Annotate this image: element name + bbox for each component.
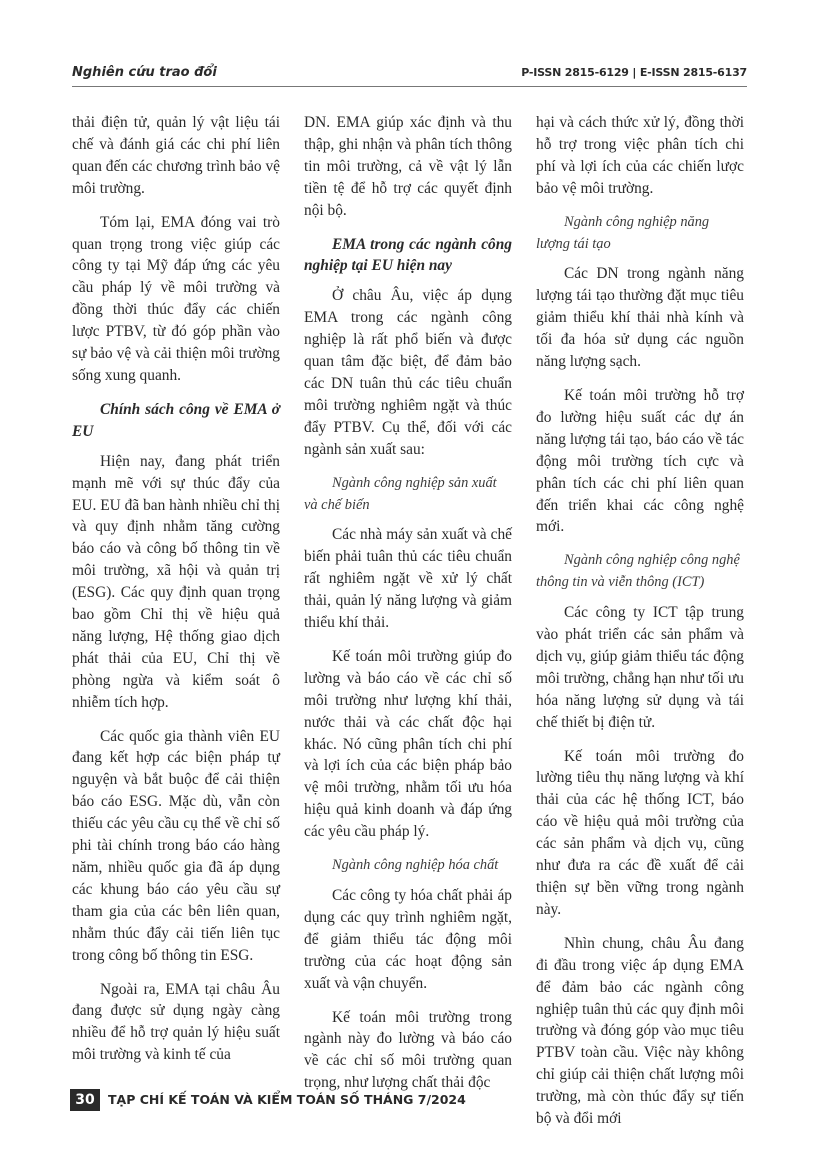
page-number: 30 <box>70 1089 100 1111</box>
paragraph: Ở châu Âu, việc áp dụng EMA trong các ngành công nghiệp là rất phổ biến và được quan tâm đặc biệt, để đảm bảo các DN tuân thủ các tiêu chuẩn môi trường nghiêm ngặt và thúc đẩy PTBV. Cụ thể, đối với các ngành sản xuất sau: <box>304 287 512 458</box>
paragraph: Kế toán môi trường đo lường tiêu thụ năng lượng và khí thải của các hệ thống ICT, báo cáo về hiệu quả môi trường của các sản phẩm và dịch vụ, cũng như đưa ra các đề xuất để cải thiện sự bền vững trong ngành này. <box>536 747 744 918</box>
text-column-3 <box>536 112 744 1142</box>
paragraph: Kế toán môi trường giúp đo lường và báo cáo về các chỉ số môi trường như lượng khí thải, nước thải và các chất độc hại khác. Nó cũng phân tích chi phí và lợi ích của các biện pháp bảo vệ môi trường, nhằm tối ưu hóa hiệu quả kinh doanh và đáp ứng các yêu cầu pháp lý. <box>304 647 512 841</box>
paragraph: Các công ty hóa chất phải áp dụng các quy trình nghiêm ngặt, để giảm thiểu tác động môi trường của các hoạt động sản xuất và vận chuyển. <box>304 887 512 992</box>
paragraph: DN. EMA giúp xác định và thu thập, ghi nhận và phân tích thông tin môi trường, cả về vật lý lẫn tiền tệ để hỗ trợ các quyết định nội bộ. <box>304 114 512 219</box>
paragraph: Ngoài ra, EMA tại châu Âu đang được sử dụng ngày càng nhiều để hỗ trợ quản lý hiệu suất môi trường và kinh tế của <box>72 980 280 1064</box>
subsection-heading: Ngành công nghiệp công nghệ thông tin và viễn thông (ICT) <box>536 552 740 591</box>
section-title: Nghiên cứu trao đổi <box>72 65 217 80</box>
text-column-1 <box>72 112 280 1078</box>
text-column-2 <box>304 112 512 1106</box>
section-heading: EMA trong các ngành công nghiệp tại EU hiện nay <box>304 235 512 275</box>
paragraph: Các nhà máy sản xuất và chế biến phải tuân thủ các tiêu chuẩn rất nghiêm ngặt về xử lý chất thải, quản lý năng lượng và giảm thiểu khí thải. <box>304 526 512 632</box>
paragraph: Các quốc gia thành viên EU đang kết hợp các biện pháp tự nguyện và bắt buộc để cải thiện báo cáo ESG. Mặc dù, vẫn còn thiếu các yêu cầu cụ thể về chỉ số phi tài chính trong báo cáo hàng năm, nhiều quốc gia đã áp dụng các khung báo cáo yêu cầu sự tham gia của các bên liên quan, nhằm thúc đẩy cải tiến liên tục trong công bố thông tin ESG. <box>72 727 280 964</box>
paragraph: Kế toán môi trường hỗ trợ đo lường hiệu suất các dự án năng lượng tái tạo, báo cáo về tác động môi trường tích cực và phân tích các chi phí liên quan đến triển khai các công nghệ mới. <box>536 386 744 536</box>
subsection-heading: Ngành công nghiệp hóa chất <box>332 857 499 874</box>
paragraph: Các công ty ICT tập trung vào phát triển các sản phẩm và dịch vụ, giúp giảm thiểu tác động môi trường, chẳng hạn như tối ưu hóa năng lượng sử dụng và tái chế thiết bị điện tử. <box>536 604 744 731</box>
paragraph: Các DN trong ngành năng lượng tái tạo thường đặt mục tiêu giảm thiểu khí thải nhà kính và tối đa hóa sử dụng các nguồn năng lượng sạch. <box>536 265 744 371</box>
paragraph: Hiện nay, đang phát triển mạnh mẽ với sự thúc đẩy của EU. EU đã ban hành nhiều chỉ thị và quy định nhằm tăng cường báo cáo và công bố thông tin về môi trường, xã hội và quản trị (ESG). Các quy định quan trọng bao gồm Chỉ thị về hiệu quả năng lượng, Hệ thống giao dịch phát thải của EU, Chỉ thị về phòng ngừa và kiểm soát ô nhiễm tích hợp. <box>72 452 280 711</box>
header-divider <box>72 86 747 87</box>
paragraph: Nhìn chung, châu Âu đang đi đầu trong việc áp dụng EMA để đảm bảo các ngành công nghiệp tuân thủ các quy định môi trường và đóng góp vào mục tiêu PTBV toàn cầu. Việc này không chỉ giúp cải thiện chất lượng môi trường, mà còn thúc đẩy sự tiến bộ và đổi mới <box>536 934 744 1128</box>
page-header <box>72 64 747 84</box>
subsection-heading: Ngành công nghiệp năng lượng tái tạo <box>536 213 710 252</box>
paragraph: thải điện tử, quản lý vật liệu tái chế và đánh giá các chi phí liên quan đến các chương trình bảo vệ môi trường. <box>72 114 280 197</box>
paragraph: Kế toán môi trường trong ngành này đo lường và báo cáo về các chỉ số môi trường quan trọng, như lượng chất thải độc <box>304 1008 512 1092</box>
issn-label: P-ISSN 2815-6129 | E-ISSN 2815-6137 <box>521 66 747 79</box>
subsection-heading: Ngành công nghiệp sản xuất và chế biến <box>304 474 497 513</box>
page-footer <box>70 1089 570 1113</box>
paragraph: hại và cách thức xử lý, đồng thời hỗ trợ trong việc phân tích chi phí và lợi ích của các chiến lược bảo vệ môi trường. <box>536 114 744 197</box>
paragraph: Tóm lại, EMA đóng vai trò quan trọng trong việc giúp các công ty tại Mỹ đáp ứng các yêu cầu pháp lý về môi trường và đồng thời thúc đẩy các chiến lược PTBV, từ đó góp phần vào sự bảo vệ và cải thiện môi trường sống xung quanh. <box>72 213 280 384</box>
section-heading: Chính sách công về EMA ở EU <box>72 400 280 440</box>
journal-name: TẠP CHÍ KẾ TOÁN VÀ KIỂM TOÁN SỐ THÁNG 7/2024 <box>108 1092 466 1107</box>
